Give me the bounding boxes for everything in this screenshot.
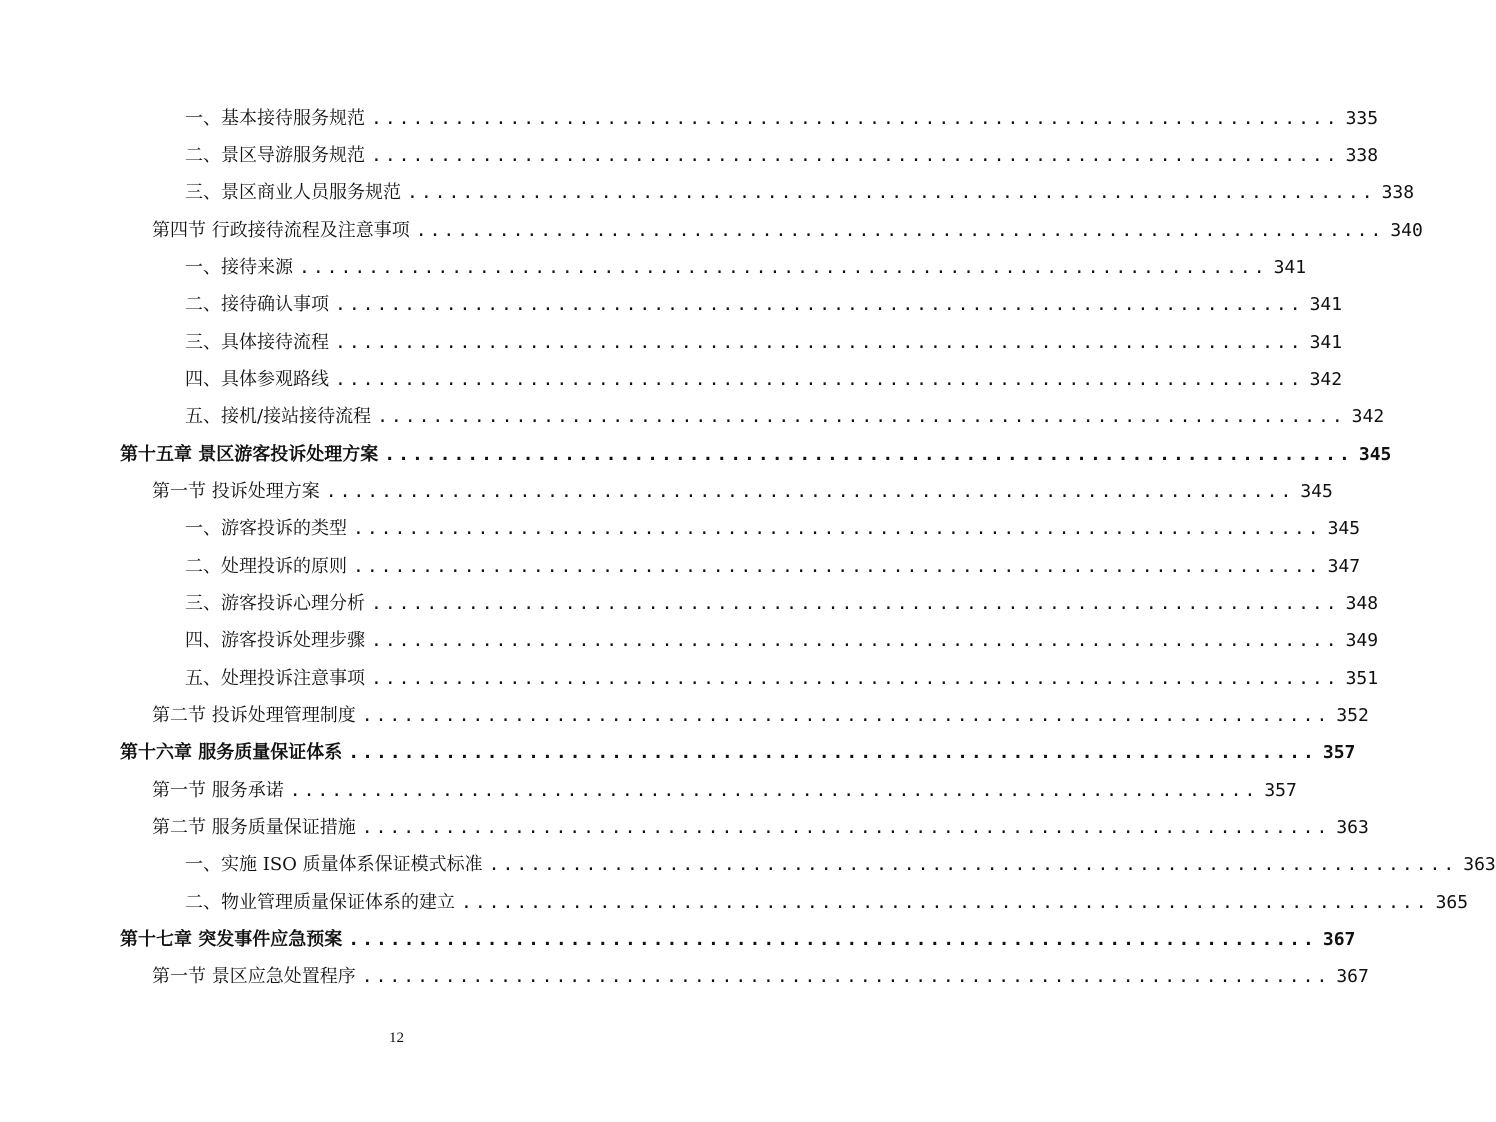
toc-entry-page: 357 [1264, 780, 1297, 801]
dot-leader: ...................................................................... [361, 817, 1331, 838]
dot-leader: ...................................................................... [335, 294, 1304, 315]
toc-entry[interactable] [152, 813, 1369, 843]
toc-entry-title: 第十七章 突发事件应急预案 [120, 929, 343, 950]
dot-leader: ...................................................................... [377, 406, 1346, 427]
toc-entry[interactable] [152, 701, 1369, 731]
toc-entry[interactable] [185, 290, 1343, 320]
toc-entry-page: 341 [1273, 257, 1307, 278]
toc-entry[interactable] [185, 664, 1379, 694]
toc-entry-title: 第一节 服务承诺 [152, 780, 284, 801]
toc-entry-title: 一、游客投诉的类型 [185, 518, 347, 539]
toc-entry-title: 三、具体接待流程 [185, 332, 329, 353]
toc-entry-page: 348 [1345, 593, 1379, 614]
toc-entry-page: 341 [1309, 332, 1343, 353]
toc-entry[interactable] [185, 402, 1385, 432]
toc-entry-title: 二、处理投诉的原则 [185, 556, 347, 577]
toc-entry-title: 四、具体参观路线 [185, 369, 329, 390]
toc-entry-title: 三、游客投诉心理分析 [185, 593, 365, 614]
dot-leader: ...................................................................... [371, 668, 1340, 689]
toc-entry[interactable] [185, 552, 1361, 582]
toc-entry-title: 四、游客投诉处理步骤 [185, 630, 365, 651]
toc-entry[interactable] [185, 365, 1343, 395]
toc-entry-title: 二、景区导游服务规范 [185, 145, 365, 166]
dot-leader: ...................................................................... [371, 108, 1340, 129]
toc-entry-title: 第一节 景区应急处置程序 [152, 966, 356, 987]
toc-entry[interactable] [185, 888, 1469, 918]
toc-entry-page: 363 [1336, 817, 1369, 838]
toc-entry[interactable] [185, 253, 1307, 283]
dot-leader: ...................................................................... [461, 892, 1430, 913]
toc-entry-page: 341 [1309, 294, 1343, 315]
toc-entry-page: 363 [1463, 854, 1496, 875]
toc-entry[interactable] [185, 178, 1415, 208]
dot-leader: ...................................................................... [325, 481, 1295, 502]
toc-entry[interactable] [185, 141, 1379, 171]
toc-entry-page: 349 [1345, 630, 1379, 651]
toc-entry[interactable] [152, 776, 1297, 806]
dot-leader: ...................................................................... [384, 444, 1353, 465]
toc-entry[interactable] [152, 962, 1369, 992]
toc-entry-title: 五、接机/接站接待流程 [185, 406, 372, 427]
toc-entry-title: 第二节 服务质量保证措施 [152, 817, 356, 838]
toc-entry-title: 一、基本接待服务规范 [185, 108, 365, 129]
toc-entry-page: 342 [1309, 369, 1343, 390]
toc-entry-title: 五、处理投诉注意事项 [185, 668, 365, 689]
toc-entry-page: 345 [1358, 444, 1392, 465]
toc-entry-page: 351 [1345, 668, 1379, 689]
toc-entry-page: 345 [1327, 518, 1361, 539]
toc-entry[interactable] [185, 626, 1379, 656]
dot-leader: ...................................................................... [299, 257, 1268, 278]
page-number: 12 [389, 1030, 404, 1046]
dot-leader: ...................................................................... [415, 220, 1385, 241]
toc-entry[interactable] [120, 925, 1356, 955]
toc-entry[interactable] [185, 514, 1361, 544]
toc-entry-page: 338 [1345, 145, 1379, 166]
dot-leader: ...................................................................... [353, 556, 1322, 577]
toc-entry-title: 第十五章 景区游客投诉处理方案 [120, 444, 379, 465]
toc-entry-title: 第一节 投诉处理方案 [152, 481, 320, 502]
toc-entry-page: 338 [1381, 182, 1415, 203]
toc-entry[interactable] [185, 328, 1343, 358]
dot-leader: ...................................................................... [348, 742, 1317, 763]
toc-entry-page: 335 [1345, 108, 1379, 129]
dot-leader: ...................................................................... [361, 705, 1331, 726]
dot-leader: ...................................................................... [353, 518, 1322, 539]
dot-leader: ...................................................................... [488, 854, 1458, 875]
dot-leader: ...................................................................... [371, 630, 1340, 651]
toc-entry-page: 357 [1322, 742, 1356, 763]
toc-entry-page: 347 [1327, 556, 1361, 577]
toc-entry-title: 第十六章 服务质量保证体系 [120, 742, 343, 763]
toc-entry-title: 第四节 行政接待流程及注意事项 [152, 220, 410, 241]
toc-entry-title: 一、接待来源 [185, 257, 293, 278]
toc-entry-title: 三、景区商业人员服务规范 [185, 182, 401, 203]
toc-entry[interactable] [120, 738, 1356, 768]
toc-entry[interactable] [152, 216, 1423, 246]
toc-entry-title: 二、物业管理质量保证体系的建立 [185, 892, 455, 913]
toc-entry-page: 342 [1351, 406, 1385, 427]
toc-entry[interactable] [185, 850, 1496, 880]
dot-leader: ...................................................................... [361, 966, 1331, 987]
toc-entry-page: 365 [1435, 892, 1469, 913]
toc-entry[interactable] [185, 589, 1379, 619]
toc-entry-title: 一、实施 ISO 质量体系保证模式标准 [185, 854, 483, 875]
toc-entry-title: 第二节 投诉处理管理制度 [152, 705, 356, 726]
toc-entry-page: 367 [1322, 929, 1356, 950]
dot-leader: ...................................................................... [371, 145, 1340, 166]
dot-leader: ...................................................................... [407, 182, 1376, 203]
toc-entry-title: 二、接待确认事项 [185, 294, 329, 315]
toc-entry-page: 345 [1300, 481, 1333, 502]
toc-entry[interactable] [152, 477, 1333, 507]
toc-entry-page: 352 [1336, 705, 1369, 726]
toc-entry-page: 367 [1336, 966, 1369, 987]
dot-leader: ...................................................................... [289, 780, 1259, 801]
dot-leader: ...................................................................... [348, 929, 1317, 950]
toc-entry-page: 340 [1390, 220, 1423, 241]
toc-entry[interactable] [185, 104, 1379, 134]
dot-leader: ...................................................................... [335, 369, 1304, 390]
toc-entry[interactable] [120, 440, 1392, 470]
dot-leader: ...................................................................... [371, 593, 1340, 614]
dot-leader: ...................................................................... [335, 332, 1304, 353]
